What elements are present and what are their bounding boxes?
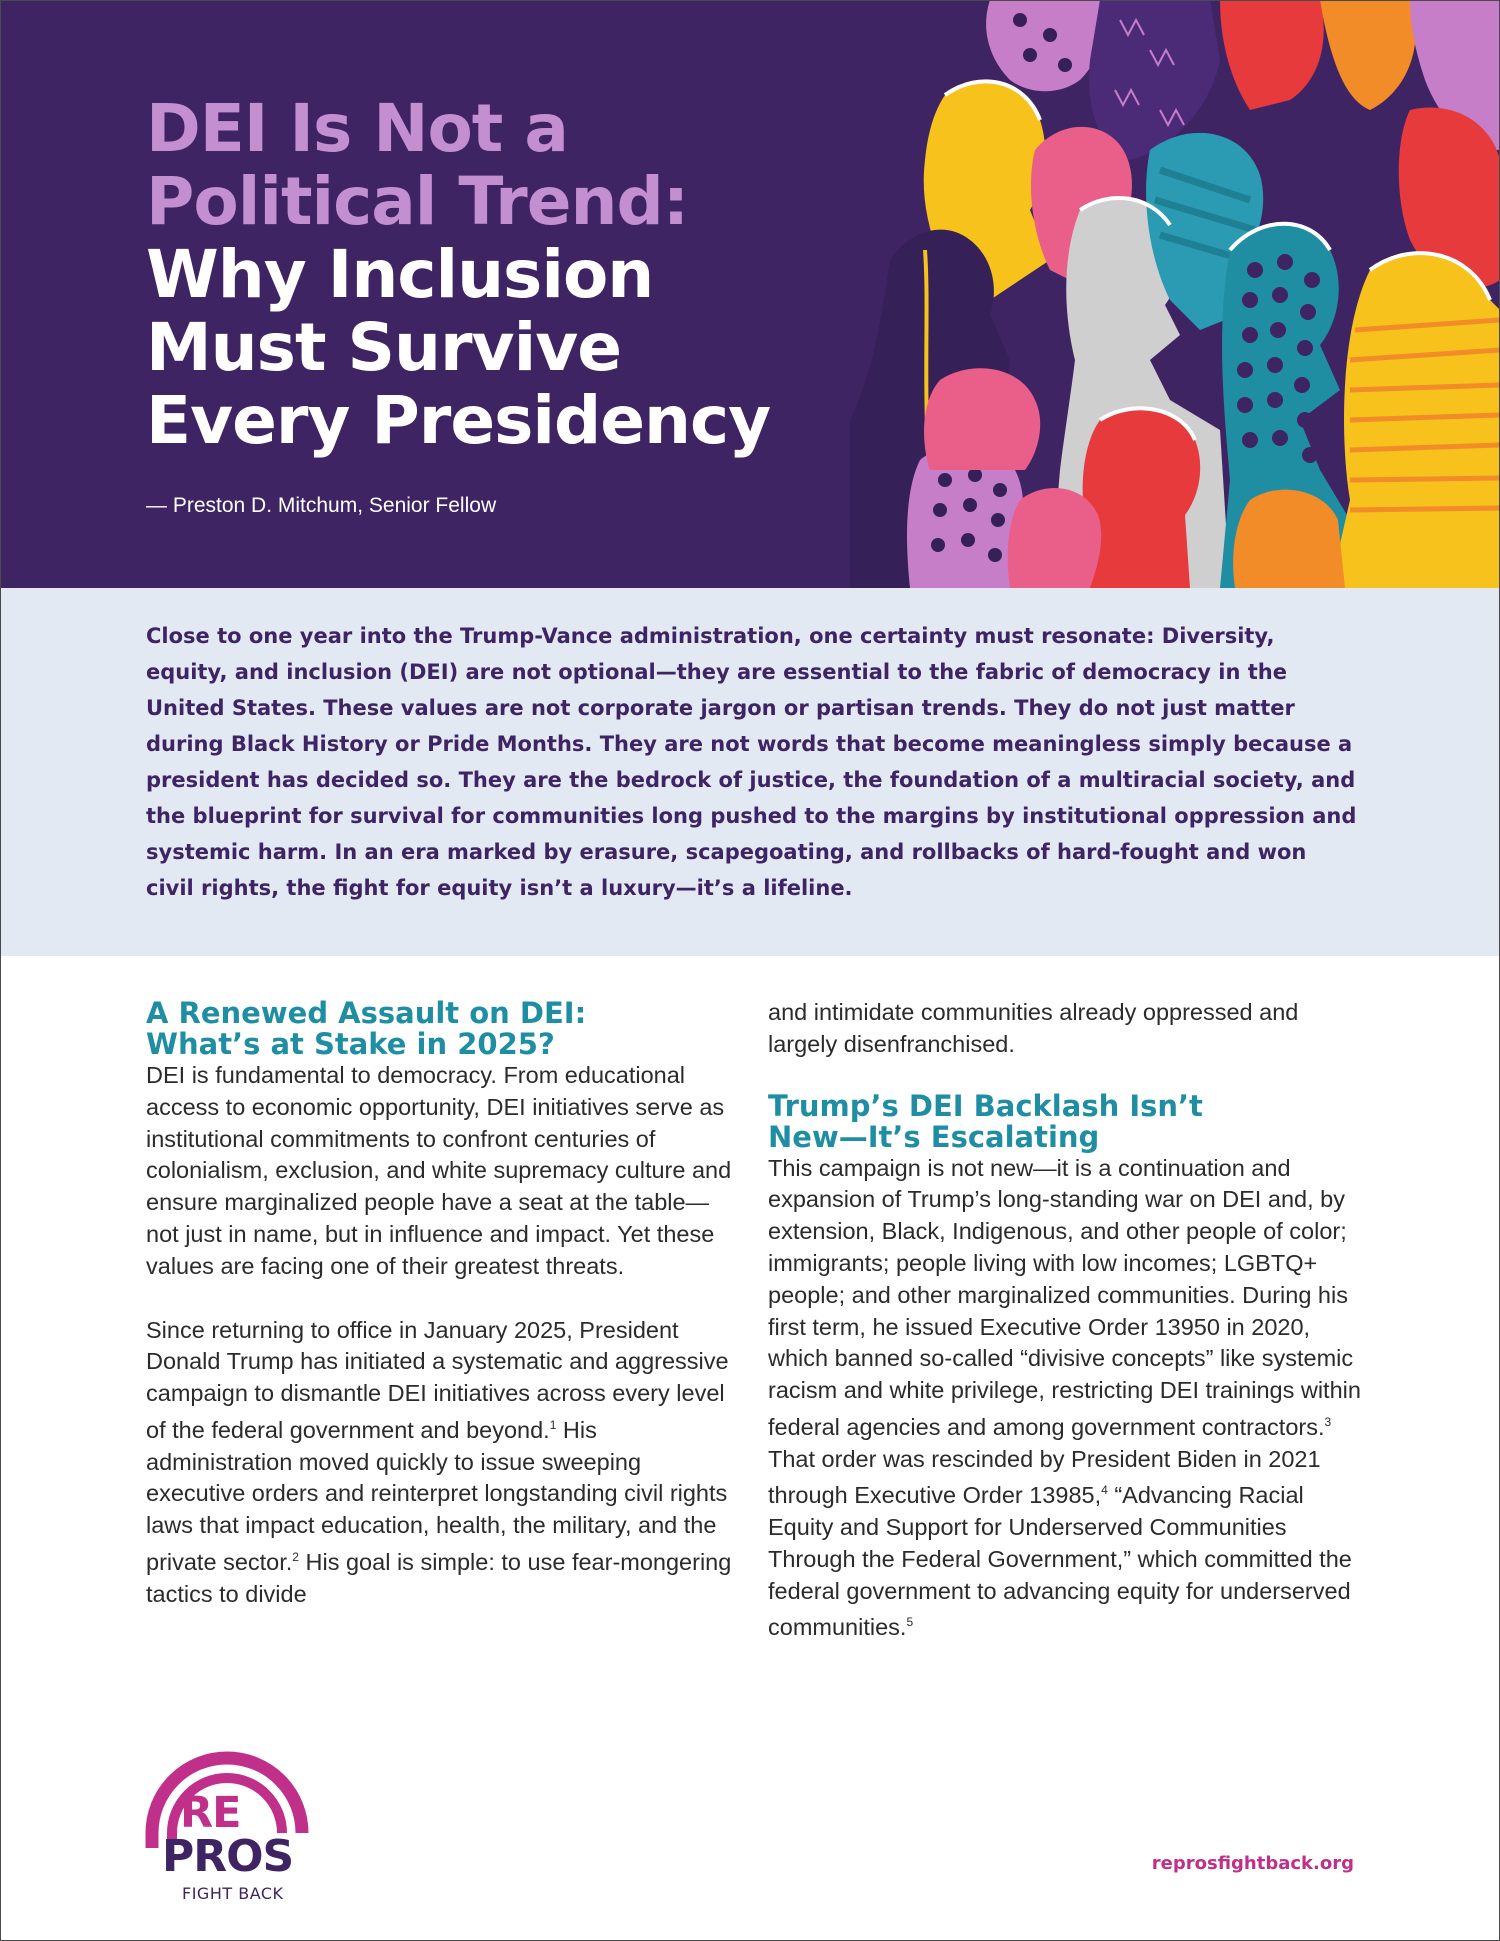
footnote-ref[interactable]: 2 [292, 1549, 299, 1564]
continuation-paragraph: and intimidate communities already oppressed and largely disenfranchised. [768, 999, 1299, 1057]
title-line: Every Presidency [146, 382, 771, 459]
title-line: Why Inclusion [146, 236, 654, 313]
logo-pros: PROS [162, 1831, 294, 1882]
text-run: His administration moved quickly to issue sweeping executive orders and reinterpret longstanding civil rights laws that impact education, health, the military, and the private sector. [146, 1416, 728, 1575]
text-run: His goal is simple: to use fear-mongering tactics to divide [146, 1548, 732, 1607]
text-run: Since returning to office in January 2025, President Donald Trump has initiated a systematic and aggressive campaign to dismantle DEI initiatives across every level of the federal government and beyond. [146, 1316, 729, 1443]
logo-re: RE [180, 1788, 241, 1838]
author-byline: — Preston D. Mitchum, Senior Fellow [146, 494, 497, 517]
intro-section [0, 588, 1500, 956]
title-line: Political Trend: [146, 163, 689, 240]
body-paragraph [146, 1315, 736, 1611]
body-paragraph [768, 1153, 1368, 1644]
section-heading [768, 1088, 1368, 1154]
logo-fight-back: FIGHT BACK [182, 1884, 284, 1903]
repros-fight-back-logo [142, 1738, 312, 1903]
heading-line: New—It’s Escalating [768, 1119, 1100, 1154]
people-silhouettes-illustration [850, 0, 1500, 588]
heading-line: A Renewed Assault on DEI: [146, 996, 587, 1030]
body-paragraph: DEI is fundamental to democracy. From educational access to economic opportunity, DEI initiatives serve as institutional commitments to confront centuries of colonialism, exclusion, and white supremacy culture and ensure marginalized people have a seat at the table—not just in name, but in influence and impact. Yet these values are facing one of their greatest threats. [146, 1062, 732, 1279]
page-title [146, 92, 886, 457]
right-column [768, 997, 1368, 1644]
intro-paragraph: Close to one year into the Trump-Vance administration, one certainty must resonate: Diversity, equity, and inclusion (DEI) are not optional—they are essential to the fabric of democracy in the United States. These values are not corporate jargon or partisan trends. They do not just matter during Black History or Pride Months. They are not words that become meaningless simply because a president has decided so. They are the bedrock of justice, the foundation of a multiracial society, and the blueprint for survival for communities long pushed to the margins by institutional oppression and systemic harm. In an era marked by erasure, scapegoating, and rollbacks of hard-fought and won civil rights, the fight for equity isn’t a luxury—it’s a lifeline. [146, 624, 1357, 900]
left-column [146, 998, 736, 1610]
title-line: Must Survive [146, 309, 621, 386]
footnote-ref[interactable]: 4 [1101, 1483, 1108, 1498]
footnote-ref[interactable]: 3 [1324, 1414, 1332, 1429]
footnote-ref[interactable]: 5 [906, 1615, 914, 1630]
title-line: DEI Is Not a [146, 90, 568, 167]
text-run: That order was rescinded by President Biden in 2021 through Executive Order 13985, [768, 1445, 1321, 1509]
website-link[interactable]: reprosfightback.org [1151, 1853, 1354, 1874]
text-run: This campaign is not new—it is a continuation and expansion of Trump’s long-standing war on DEI and, by extension, Black, Indigenous, and other people of color; immigrants; people living with low incomes; LGBTQ+ people; and other marginalized communities. During his first term, he issued Executive Order 13950 in 2020, which banned so-called “divisive concepts” like systemic racism and white privilege, restricting DEI trainings within federal agencies and among government contractors. [768, 1154, 1361, 1440]
footnote-ref[interactable]: 1 [549, 1417, 557, 1432]
heading-line: Trump’s DEI Backlash Isn’t [768, 1088, 1203, 1123]
text-run: “Advancing Racial Equity and Support for Underserved Communities Through the Federal Government,” which committed the federal government to advancing equity for underserved communities. [768, 1482, 1352, 1641]
header-banner [0, 0, 1500, 588]
section-heading [146, 998, 736, 1060]
heading-line: What’s at Stake in 2025? [146, 1027, 555, 1061]
